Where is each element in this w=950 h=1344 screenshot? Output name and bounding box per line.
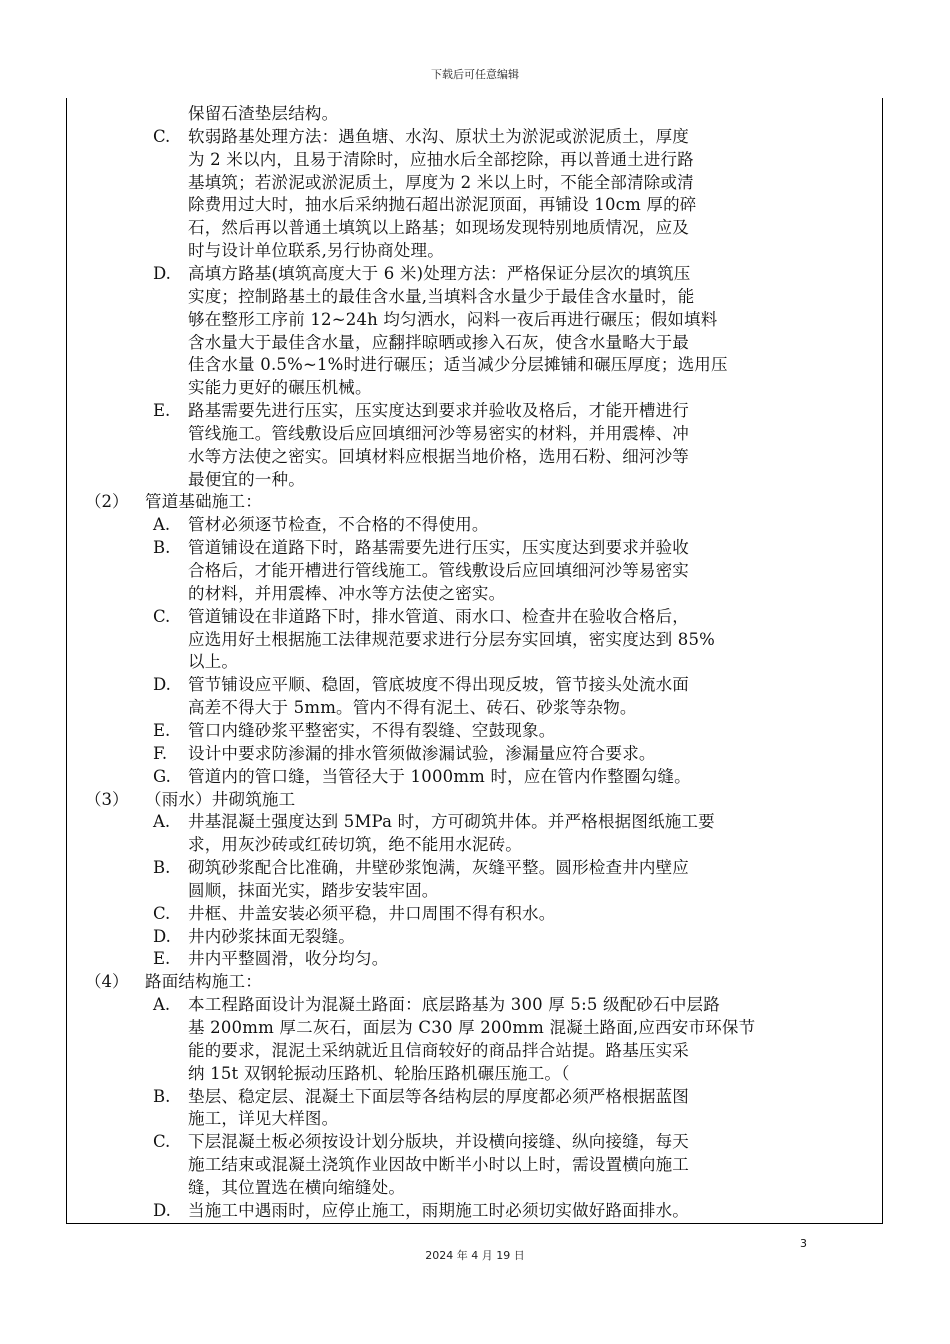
paragraph-line: 纳 15t 双钢轮振动压路机、轮胎压路机碾压施工。（ bbox=[188, 1063, 570, 1083]
paragraph-line: 管道内的管口缝，当管径大于 1000mm 时，应在管内作整圈勾缝。 bbox=[188, 766, 691, 786]
paragraph-line: 路基需要先进行压实，压实度达到要求并验收及格后，才能开槽进行 bbox=[188, 401, 689, 421]
paragraph-line: 的材料，并用震棒、冲水等方法使之密实。 bbox=[188, 583, 506, 603]
document-frame bbox=[66, 98, 883, 1224]
item-marker: G. bbox=[153, 766, 171, 786]
item-marker: A. bbox=[153, 812, 171, 832]
item-marker: B. bbox=[153, 538, 171, 558]
paragraph-line: 井内砂浆抹面无裂缝。 bbox=[188, 926, 355, 946]
paragraph-line: 管口内缝砂浆平整密实，不得有裂缝、空鼓现象。 bbox=[188, 720, 556, 740]
item-marker: C. bbox=[153, 1132, 171, 1152]
paragraph-line: 含水量大于最佳含水量，应翻拌晾晒或掺入石灰，使含水量略大于最 bbox=[188, 332, 689, 352]
paragraph-line: 管线施工。管线敷设后应回填细河沙等易密实的材料，并用震棒、冲 bbox=[188, 423, 689, 443]
item-marker: E. bbox=[153, 949, 171, 969]
paragraph-line: 垫层、稳定层、混凝土下面层等各结构层的厚度都必须严格根据蓝图 bbox=[188, 1086, 689, 1106]
paragraph-line: 合格后，才能开槽进行管线施工。管线敷设后应回填细河沙等易密实 bbox=[188, 561, 689, 580]
paragraph-line: 高差不得大于 5mm。管内不得有泥土、砖石、砂浆等杂物。 bbox=[188, 698, 637, 718]
section-heading: 管道基础施工： bbox=[145, 492, 262, 512]
section-heading: 路面结构施工： bbox=[145, 972, 262, 992]
paragraph-line: 时与设计单位联系,另行协商处理。 bbox=[188, 241, 444, 261]
page-header: 下载后可任意编辑 bbox=[431, 68, 519, 81]
paragraph-line: 施工，详见大样图。 bbox=[188, 1109, 339, 1129]
paragraph-line: 能的要求，混泥土采纳就近且信商较好的商品拌合站提。路基压实采 bbox=[188, 1040, 689, 1060]
paragraph-line: 应选用好土根据施工法律规范要求进行分层夯实回填，密实度达到 85% bbox=[188, 629, 716, 649]
paragraph-line: 高填方路基(填筑高度大于 6 米)处理方法：严格保证分层次的填筑压 bbox=[188, 263, 691, 283]
paragraph-line: 软弱路基处理方法：遇鱼塘、水沟、原状土为淤泥或淤泥质土，厚度 bbox=[188, 126, 689, 146]
paragraph-line: 实度；控制路基土的最佳含水量,当填料含水量少于最佳含水量时，能 bbox=[188, 286, 695, 306]
paragraph-line: 管节铺设应平顺、稳固，管底坡度不得出现反坡，管节接头处流水面 bbox=[188, 675, 689, 695]
item-marker: C. bbox=[153, 903, 171, 923]
paragraph-line: 管材必须逐节检查，不合格的不得使用。 bbox=[188, 515, 489, 535]
item-marker: D. bbox=[153, 263, 171, 283]
item-marker: C. bbox=[153, 126, 171, 146]
paragraph-line: 施工结束或混凝土浇筑作业因故中断半小时以上时，需设置横向施工 bbox=[188, 1155, 689, 1175]
section-heading: （雨水）井砌筑施工 bbox=[145, 789, 296, 809]
paragraph-line: 缝，其位置选在横向缩缝处。 bbox=[188, 1177, 406, 1197]
paragraph-line: 佳含水量 0.5%~1%时进行碾压；适当减少分层摊铺和碾压厚度；选用压 bbox=[188, 355, 728, 375]
paragraph-line: 求，用灰沙砖或红砖切筑，绝不能用水泥砖。 bbox=[188, 835, 522, 855]
paragraph-line: 本工程路面设计为混凝土路面：底层路基为 300 厚 5:5 级配砂石中层路 bbox=[188, 995, 720, 1015]
paragraph-line: 基 200mm 厚二灰石，面层为 C30 厚 200mm 混凝土路面,应西安市环保节 bbox=[188, 1018, 756, 1037]
paragraph-line: 井框、井盖安装必须平稳，井口周围不得有积水。 bbox=[188, 903, 556, 923]
paragraph-line: 井内平整圆滑，收分均匀。 bbox=[188, 949, 389, 969]
paragraph-line: 以上。 bbox=[188, 652, 239, 672]
paragraph-line: 够在整形工序前 12~24h 均匀洒水，闷料一夜后再进行碾压；假如填料 bbox=[188, 309, 718, 329]
paragraph-line: 保留石渣垫层结构。 bbox=[188, 104, 339, 123]
item-marker: D. bbox=[153, 926, 171, 946]
section-number: （3） bbox=[85, 789, 129, 809]
item-marker: E. bbox=[153, 720, 171, 740]
paragraph-line: 水等方法使之密实。回填材料应根据当地价格，选用石粉、细河沙等 bbox=[188, 446, 689, 466]
paragraph-line: 砌筑砂浆配合比准确，井壁砂浆饱满，灰缝平整。圆形检查井内壁应 bbox=[188, 858, 689, 878]
paragraph-line: 当施工中遇雨时，应停止施工，雨期施工时必须切实做好路面排水。 bbox=[188, 1200, 689, 1220]
paragraph-line: 为 2 米以内，且易于清除时，应抽水后全部挖除，再以普通土进行路 bbox=[188, 149, 694, 169]
item-marker: C. bbox=[153, 606, 171, 626]
paragraph-line: 石，然后再以普通土填筑以上路基；如现场发现特别地质情况，应及 bbox=[188, 218, 689, 238]
paragraph-line: 圆顺，抹面光实，踏步安装牢固。 bbox=[188, 880, 439, 900]
item-marker: B. bbox=[153, 1086, 171, 1106]
paragraph-line: 实能力更好的碾压机械。 bbox=[188, 378, 372, 398]
page-number: 3 bbox=[800, 1237, 807, 1250]
item-marker: F. bbox=[153, 743, 168, 763]
section-number: （4） bbox=[85, 972, 129, 992]
paragraph-line: 最便宜的一种。 bbox=[188, 469, 305, 489]
paragraph-line: 管道铺设在道路下时，路基需要先进行压实，压实度达到要求并验收 bbox=[188, 538, 689, 558]
paragraph-line: 基填筑；若淤泥或淤泥质土，厚度为 2 米以上时，不能全部清除或清 bbox=[188, 172, 694, 192]
item-marker: D. bbox=[153, 1200, 171, 1220]
paragraph-line: 下层混凝土板必须按设计划分版块，并设横向接缝、纵向接缝，每天 bbox=[188, 1132, 689, 1152]
paragraph-line: 管道铺设在非道路下时，排水管道、雨水口、检查井在验收合格后， bbox=[188, 606, 689, 626]
item-marker: A. bbox=[153, 995, 171, 1015]
section-number: （2） bbox=[85, 492, 129, 512]
item-marker: A. bbox=[153, 515, 171, 535]
item-marker: B. bbox=[153, 858, 171, 878]
paragraph-line: 设计中要求防渗漏的排水管须做渗漏试验，渗漏量应符合要求。 bbox=[188, 743, 656, 763]
page-footer-date: 2024 年 4 月 19 日 bbox=[425, 1249, 525, 1262]
paragraph-line: 井基混凝土强度达到 5MPa 时，方可砌筑井体。并严格根据图纸施工要 bbox=[188, 812, 715, 832]
item-marker: E. bbox=[153, 401, 171, 421]
paragraph-line: 除费用过大时，抽水后采纳抛石超出淤泥顶面，再铺设 10cm 厚的碎 bbox=[188, 195, 697, 215]
item-marker: D. bbox=[153, 675, 171, 695]
